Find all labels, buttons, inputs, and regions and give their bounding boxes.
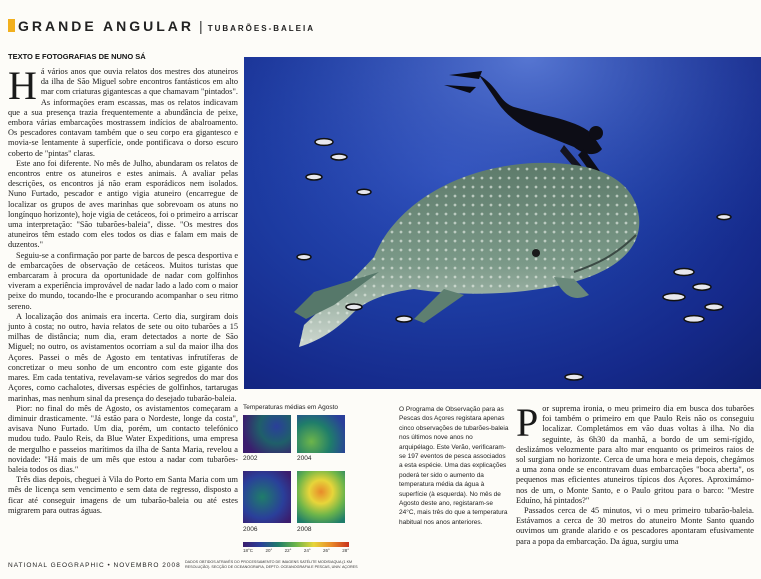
- paragraph-6: Três dias depois, cheguei à Vila do Porto em Santa Maria com um mês de licença sem vencimento e sem data de regresso, disposto a ficar até conseguir imagens de um tubarão-baleia ou até estes migrarem para outras águas.: [8, 475, 238, 515]
- paragraph-3: Seguiu-se a confirmação por parte de barcos de pesca desportiva e de embarcações de observação de cetáceos. Muitos turistas que embarcaram à procura da oportunidade de nadar com golfinhos viveram a experiência improvável de nadar lado a lado com o maior peixe do mundo, tocando-lhe e procurando acompanhar o seu ritmo sereno.: [8, 250, 238, 311]
- legend-ticks: [243, 548, 349, 553]
- paragraph-1: Há vários anos que ouvia relatos dos mestres dos atuneiros da ilha de São Miguel sobre encontros fantásticos em alto mar com criaturas gigantescas a que chamavam "pintados". As informações eram escassas, mas os relatos indicavam que a sua presença trazia frequentemente a abundância de peixe, embora várias embarcações mostrassem indícios de abalroamento. Os pescadores contavam também que o seu corpo era gigantesco e movia-se lentamente à superfície, onde pontificava o dorso escuro coberto de "pintas" claras.: [8, 63, 238, 158]
- left-column: [8, 63, 238, 516]
- figure-caption: O Programa de Observação para as Pescas dos Açores registara apenas cinco observações de tubarões-baleia nos últimos nove anos no arquipélago. Este Verão, verificaram-se 197 eventos de pesca associados a esta espécie. Uma das explicações poderá ter sido o aumento da temperatura média da água à superfície (à esquerda). No mês de Agosto deste ano, registaram-se 24°C, mais três do que a temperatura habitual nos anos anteriores.: [399, 406, 509, 526]
- map-2002: [243, 415, 291, 453]
- year-label-2008: 2008: [297, 526, 312, 533]
- byline: TEXTO E FOTOGRAFIAS DE NUNO SÁ: [8, 52, 146, 61]
- section-marker: [8, 19, 15, 32]
- year-label-2006: 2006: [243, 526, 258, 533]
- right-paragraph-1: Por suprema ironia, o meu primeiro dia em busca dos tubarões foi também o primeiro em que Paulo Reis não os conseguiu localizar. Completámos em vão duas voltas à ilha. No dia seguinte, às 6h30 da manhã, a bordo de um semi-rígido, deslizámos velozmente para alto mar enquanto os primeiros raios de sol surgiam no horizonte. Cerca de uma hora e meia depois, chegámos a uma zona onde se encontravam duas embarcações "boca aberta", os pequenos mas eficientes atuneiros típicos dos Açores. Aproximámo-nos de um, o Monte Santo, e o Paulo gritou para o barco: "Mestre Eduíno, há pintados?": [516, 400, 754, 505]
- chart-title: Temperaturas médias em Agosto: [243, 404, 339, 411]
- map-2006: [243, 471, 291, 523]
- footer-magazine: NATIONAL GEOGRAPHIC • NOVEMBRO 2008: [8, 562, 181, 569]
- legend-tick: 22°: [284, 548, 292, 553]
- temperature-legend-bar: [243, 542, 349, 547]
- whale-shark-photo: [244, 57, 761, 389]
- year-label-2004: 2004: [297, 455, 312, 462]
- year-label-2002: 2002: [243, 455, 258, 462]
- photo-illustration: [244, 57, 761, 389]
- section-subtitle: TUBARÕES-BALEIA: [207, 24, 316, 33]
- right-column: [516, 400, 754, 547]
- footer-note: DADOS OBTIDOS ATRAVÉS DO PROCESSAMENTO DE IMAGENS SATÉLITE MODIS/AQUA (1 KM RESOLUÇÃO). SECÇÃO DE OCEANOGRAFIA, DEPTO. OCEANOGRAFIA E PESCAS, UNIV. AÇORES: [185, 560, 358, 569]
- right-paragraph-2: Passados cerca de 45 minutos, vi o meu primeiro tubarão-baleia. Estávamos a cerca de 30 metros do atuneiro Monte Santo quando ouvimos um grande alarido e os pescadores apontaram efusivamente para a popa da embarcação. Da água, surgiu uma: [516, 506, 754, 546]
- legend-tick: 24°: [303, 548, 311, 553]
- paragraph-2: Este ano foi diferente. No mês de Julho, abundaram os relatos de encontros entre os atuneiros e estes animais. A avaliar pelas descrições, os encontros já não eram esporádicos nem isolados. Nuno Furtado, pescador e antigo vigia atuneiro (encarregue de localizar os grupos de aves marinhas que sobrevoam os atuns no longínquo horizonte), hoje vigia de cetáceos, foi o primeiro a arriscar uma interpretação: "São tubarões-baleia", disse. "Os mestres dos atuneiros têm estado com eles todos os dias e falam em mais de duzentos.": [8, 158, 238, 250]
- section-header: [8, 18, 315, 34]
- section-title: GRANDE ANGULAR: [18, 18, 195, 34]
- legend-tick: 26°: [323, 548, 330, 553]
- header-divider: |: [199, 18, 203, 34]
- map-2004: [297, 415, 345, 453]
- map-2008: [297, 471, 345, 523]
- right-drop-cap: P: [516, 400, 539, 445]
- paragraph-4: A localização dos animais era incerta. Certo dia, surgiram dois junto à costa; no outro, havia relatos de sete ou oito tubarões a 15 milhas de distância; num dia, eram detectados a norte de São Miguel; no outro, os avistamentos ocorriam a sul da maior ilha dos Açores. Passei o mês de Agosto em tentativas infrutíferas de concretizar o meu sonho de um encontro com este gigante dos mares. Em cada tentativa, revelavam-se vários segredos do mar dos Açores, como cachalotes, diversas espécies de golfinhos, tartarugas marinhas, mas nenhum sinal da presença do desejado tubarão-baleia.: [8, 311, 238, 403]
- drop-cap: H: [8, 63, 37, 108]
- paragraph-5: Pior: no final do mês de Agosto, os avistamentos começaram a diminuir drasticamente. "Já estão para o Nordeste, longe da costa", avisava Nuno Furtado. Um dia, porém, um contacto telefónico mudou tudo. Paulo Reis, da Blue Water Expeditions, uma empresa de mergulho e passeios marítimos da ilha de Santa Maria, revelou a novidade: "Há mais de um mês que estou a nadar com tubarões-baleia todos os dias.": [8, 403, 238, 474]
- legend-tick: 20°: [265, 548, 273, 553]
- legend-tick: 28°: [342, 548, 349, 553]
- temperature-map-figure: [243, 404, 349, 554]
- legend-tick: 18°C: [243, 548, 254, 553]
